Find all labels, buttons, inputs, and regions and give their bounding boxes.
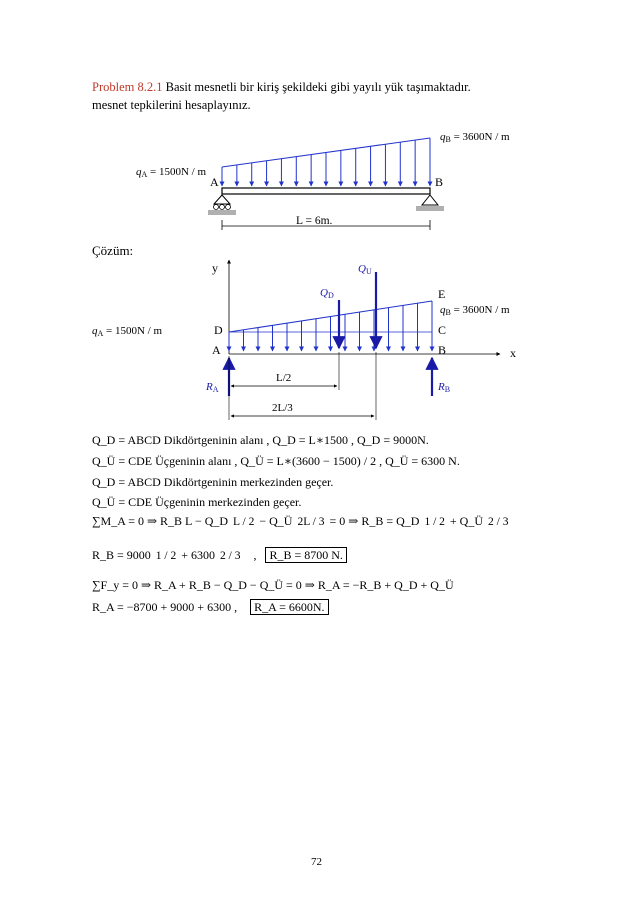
equation-QU-center: Q_Ü = CDE Üçgeninin merkezinden geçer. <box>92 495 302 509</box>
x-label: x <box>510 346 516 360</box>
equation-RA-result: R_A = −8700 + 9000 + 6300 , R_A = 6600N. <box>92 600 329 615</box>
pin-support-A <box>208 195 236 215</box>
problem-label: Problem 8.2.1 <box>92 80 163 94</box>
label-A: A <box>210 175 219 189</box>
RA-label: RA <box>206 381 219 394</box>
point-B: B <box>438 343 447 357</box>
problem-statement <box>92 80 471 95</box>
qB-label-fbd: qB = 3600N / m <box>440 304 510 317</box>
equation-RB-result: R_B = 9000 1 / 2 + 6300 2 / 3 , R_B = 8700 N. <box>92 548 347 563</box>
page-number: 72 <box>311 856 322 868</box>
equation-QD-area: Q_D = ABCD Dikdörtgeninin alanı , Q_D = L∗1500 , Q_D = 9000N. <box>92 433 429 447</box>
qA-label-fbd: qA = 1500N / m <box>92 325 163 338</box>
RB-label: RB <box>438 381 451 394</box>
boxed-RA: R_A = 6600N. <box>250 599 328 615</box>
equation-QD-center: Q_D = ABCD Dikdörtgeninin merkezinden geçer. <box>92 475 334 489</box>
two-thirds-length-label: 2L/3 <box>272 402 293 414</box>
label-B: B <box>435 175 444 189</box>
equation-force-sum: ∑F_y = 0 ⇒ R_A + R_B − Q_D − Q_Ü = 0 ⇒ R_A = −R_B + Q_D + Q_Ü <box>92 578 454 592</box>
fraction-2L-over-3: 2L / 3 <box>297 515 325 528</box>
point-D: D <box>214 323 223 337</box>
qB-label: qB = 3600N / m <box>440 131 510 144</box>
fraction-1-over-2-b: 1 / 2 <box>155 549 177 562</box>
qA-label: qA = 1500N / m <box>136 166 207 179</box>
beam <box>222 188 430 194</box>
fraction-L-over-2: L / 2 <box>233 515 255 528</box>
fraction-2-over-3: 2 / 3 <box>488 515 509 528</box>
fraction-2-over-3-b: 2 / 3 <box>220 549 241 562</box>
free-body-diagram <box>0 248 638 428</box>
boxed-RB: R_B = 8700 N. <box>265 547 346 563</box>
beam-figure-1 <box>0 120 638 235</box>
point-E: E <box>438 287 446 301</box>
point-A: A <box>212 343 221 357</box>
length-label: L = 6m. <box>296 215 333 227</box>
problem-text-line1: Basit mesnetli bir kiriş şekildeki gibi yayılı yük taşımaktadır. <box>165 80 471 94</box>
QD-label: QD <box>320 287 334 300</box>
half-length-label: L/2 <box>276 372 292 384</box>
problem-text-line2: mesnet tepkilerini hesaplayınız. <box>92 98 251 112</box>
solution-heading: Çözüm: <box>92 243 134 258</box>
pin-support-B <box>416 195 444 211</box>
distributed-load-arrows-fbd <box>229 301 432 351</box>
y-label: y <box>212 261 218 275</box>
QU-label: QU <box>358 263 372 276</box>
fraction-1-over-2: 1 / 2 <box>424 515 445 528</box>
equation-QU-area: Q_Ü = CDE Üçgeninin alanı , Q_Ü = L∗(3600 − 1500) / 2 , Q_Ü = 6300 N. <box>92 454 460 468</box>
equation-moment-sum: ∑M_A = 0 ⇒ R_B L − Q_D L / 2 − Q_Ü 2L / 3 = 0 ⇒ R_B = Q_D 1 / 2 + Q_Ü 2 / 3 <box>92 514 509 528</box>
distributed-load-arrows <box>222 138 430 186</box>
point-C: C <box>438 323 447 337</box>
